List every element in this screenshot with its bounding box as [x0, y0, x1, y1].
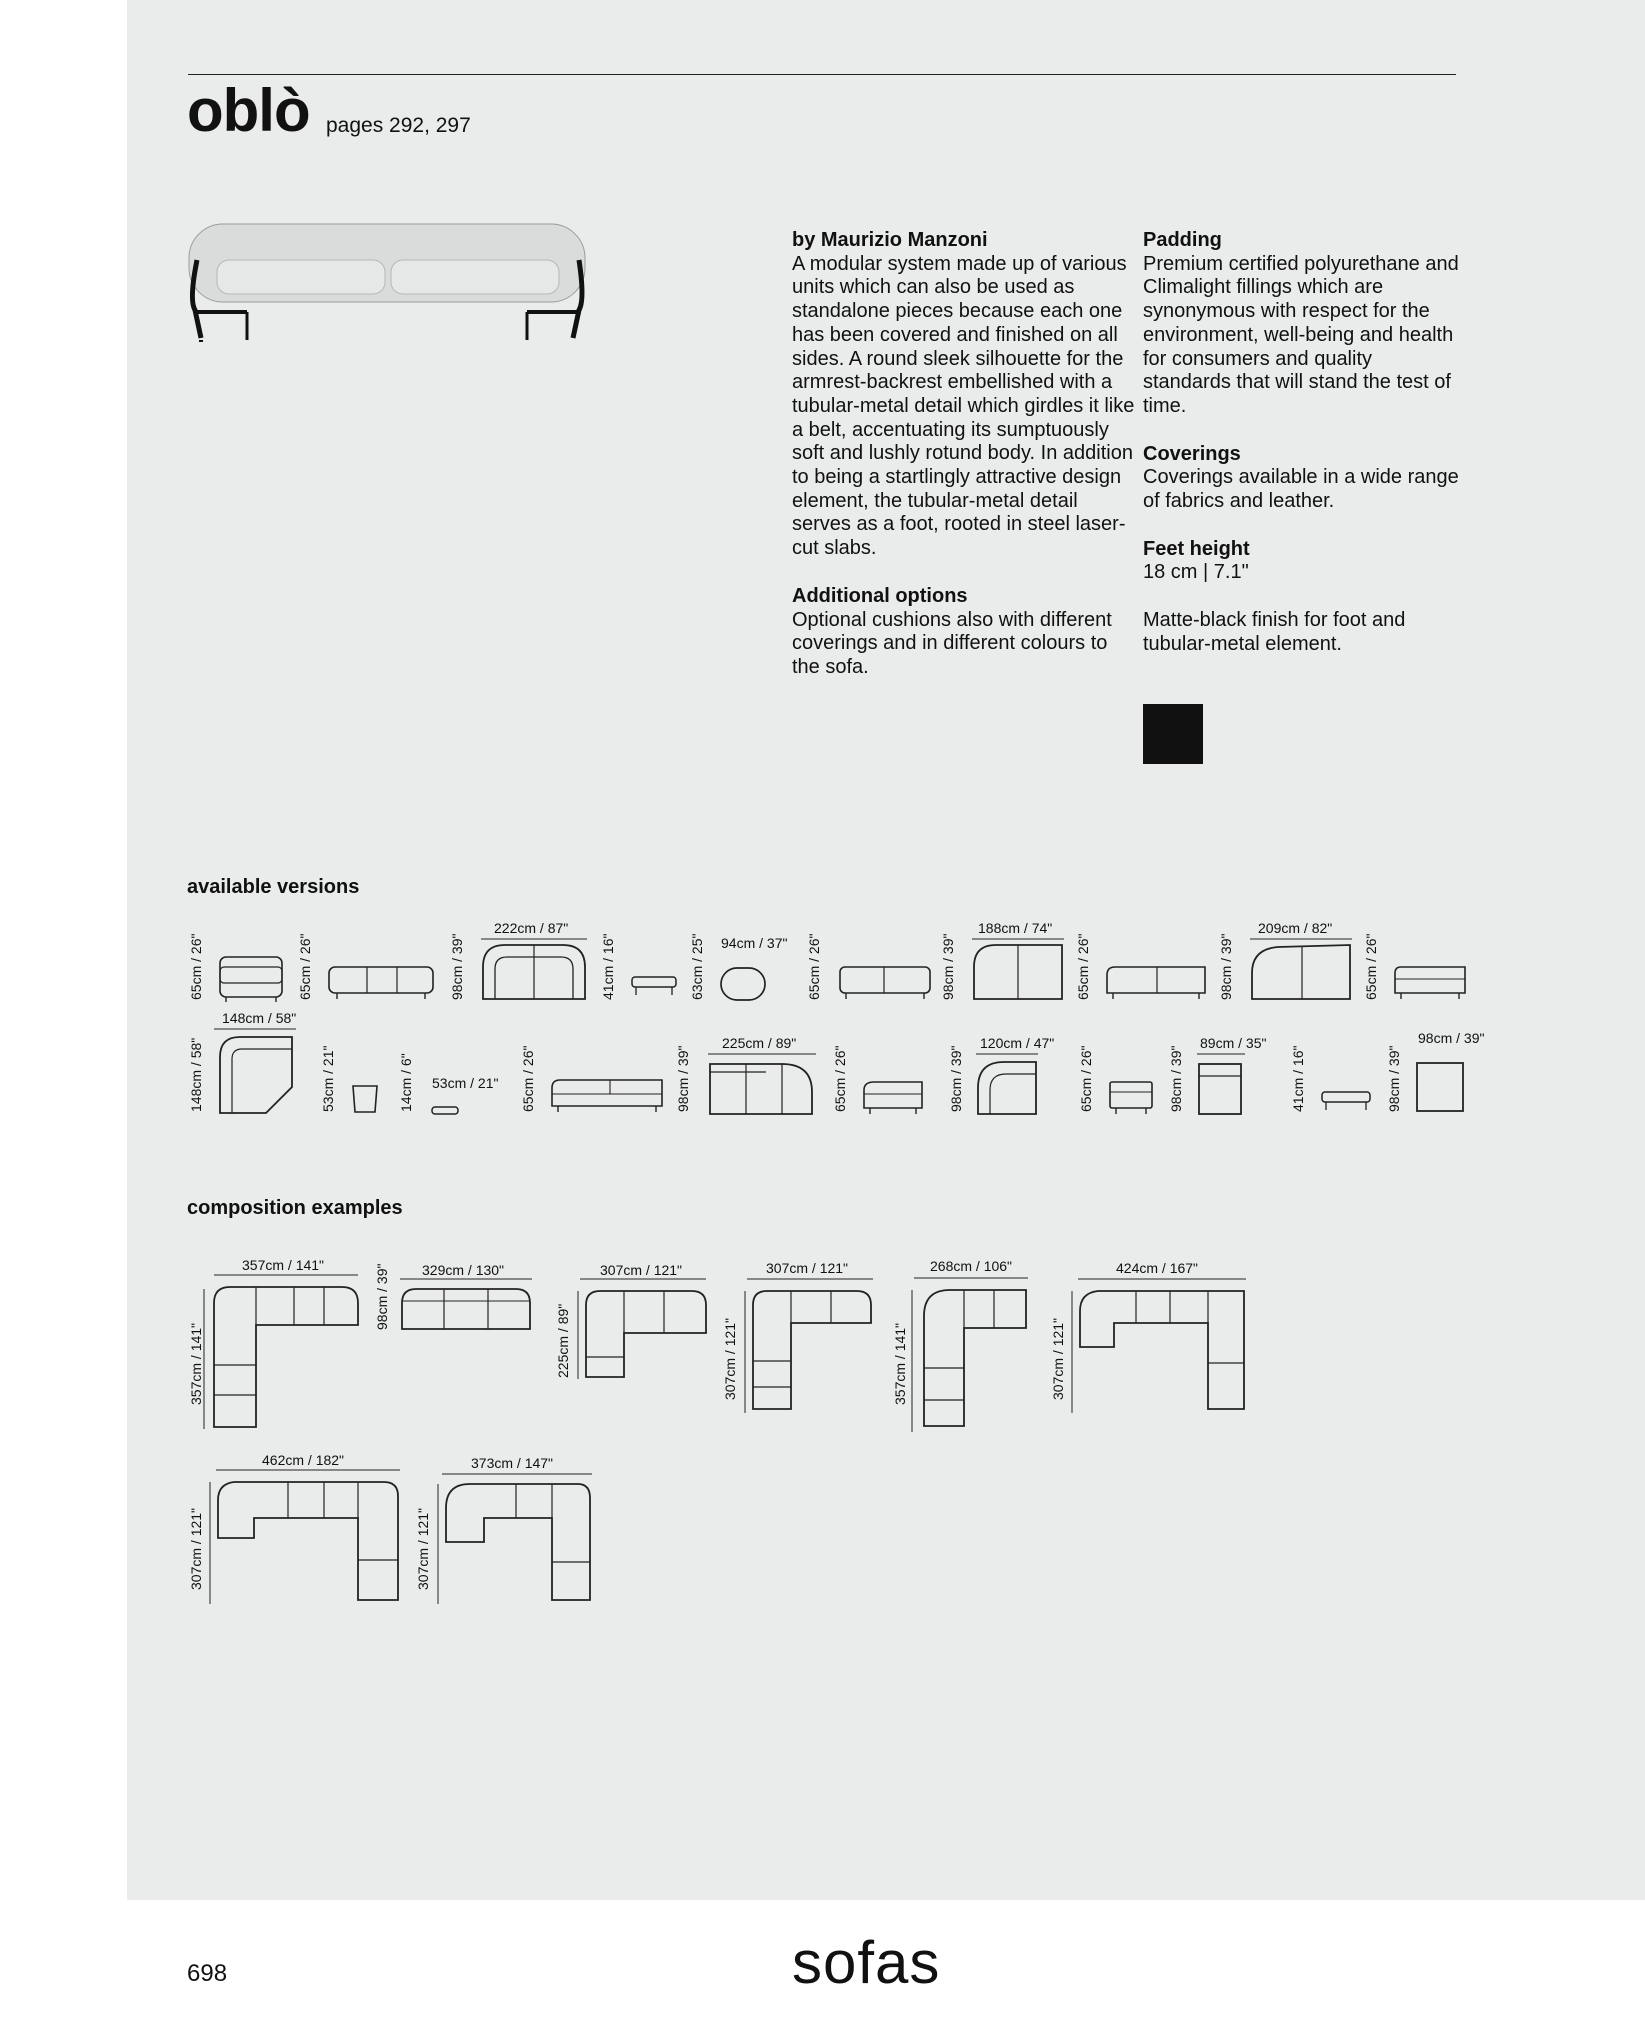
composition-straight-drawing: [398, 1277, 534, 1333]
composition-corner-drawing: [1070, 1277, 1248, 1417]
designer-name: by Maurizio Manzoni: [792, 229, 988, 251]
options-heading: Additional options: [792, 584, 968, 607]
composition-height-dim: 357cm / 141": [188, 1322, 204, 1405]
version-module-drawing: [1105, 965, 1209, 1001]
finish-text: Matte-black finish for foot and tubular-metal element.: [1143, 609, 1406, 655]
version-width-dim: 94cm / 37": [721, 935, 788, 951]
version-height-dim: 65cm / 26": [520, 1045, 536, 1112]
composition-u-drawing: [436, 1472, 596, 1608]
version-module-drawing: [218, 955, 286, 1003]
composition-height-dim: 357cm / 141": [892, 1322, 908, 1405]
version-height-dim: 148cm / 58": [188, 1037, 204, 1112]
ottoman-drawing: [1320, 1090, 1372, 1114]
composition-height-dim: 307cm / 121": [415, 1507, 431, 1590]
version-module-drawing: [862, 1080, 926, 1116]
composition-width-dim: 329cm / 130": [422, 1262, 505, 1278]
version-height-dim: 65cm / 26": [1363, 933, 1379, 1000]
version-height-dim: 98cm / 39": [1168, 1045, 1184, 1112]
version-height-dim: 98cm / 39": [1218, 933, 1234, 1000]
version-module-drawing: [479, 937, 589, 1002]
version-height-dim: 41cm / 16": [600, 933, 616, 1000]
ottoman-drawing: [630, 975, 678, 999]
version-width-dim: 222cm / 87": [494, 920, 569, 936]
available-versions-heading: available versions: [187, 876, 360, 898]
version-height-dim: 98cm / 39": [675, 1045, 691, 1112]
version-height-dim: 65cm / 26": [1078, 1045, 1094, 1112]
description-column: [792, 229, 1137, 704]
round-pouf-drawing: [718, 965, 770, 1003]
version-height-dim: 65cm / 26": [832, 1045, 848, 1112]
version-height-dim: 98cm / 39": [940, 933, 956, 1000]
corner-module-drawing: [212, 1027, 298, 1117]
version-width-dim: 148cm / 58": [222, 1010, 297, 1026]
version-module-drawing: [838, 965, 934, 1001]
page-reference: pages 292, 297: [326, 114, 471, 137]
composition-height-dim: 307cm / 121": [722, 1317, 738, 1400]
sofa-photo: [187, 220, 589, 345]
pouf-square-drawing: [1414, 1060, 1466, 1116]
composition-height-dim: 98cm / 39": [374, 1263, 390, 1330]
version-height-dim: 65cm / 26": [188, 933, 204, 1000]
cushion-side-drawing: [430, 1105, 460, 1117]
version-module-drawing: [706, 1052, 818, 1117]
version-height-dim: 98cm / 39": [449, 933, 465, 1000]
composition-l-drawing: [910, 1276, 1030, 1436]
coverings-heading: Coverings: [1143, 442, 1241, 465]
category-footer: sofas: [792, 1929, 941, 1996]
description-text: A modular system made up of various units which can also be used as standalone pieces because each one has been covered and finished on all sides. A round sleek silhouette for the armrest-backrest embellished with a tubular-metal detail which girdles it like a belt, accentuating its sumptuously soft and lushly rotund body. In addition to being a startlingly attractive design element, the tubular-metal detail serves as a foot, rooted in steel laser-cut slabs.: [792, 252, 1135, 560]
composition-height-dim: 225cm / 89": [555, 1303, 571, 1378]
options-text: Optional cushions also with different coverings and in different colours to the sofa.: [792, 608, 1112, 678]
version-height-dim: 65cm / 26": [1075, 933, 1091, 1000]
version-height-dim: 63cm / 25": [689, 933, 705, 1000]
version-height-dim: 14cm / 6": [398, 1053, 414, 1112]
version-module-drawing: [327, 965, 437, 1001]
composition-width-dim: 373cm / 147": [471, 1455, 554, 1471]
composition-width-dim: 307cm / 121": [600, 1262, 683, 1278]
version-width-dim: 225cm / 89": [722, 1035, 797, 1051]
composition-width-dim: 424cm / 167": [1116, 1260, 1199, 1276]
version-height-dim: 98cm / 39": [948, 1045, 964, 1112]
cushion-drawing: [350, 1083, 380, 1115]
composition-chaise-drawing: [576, 1277, 710, 1383]
padding-heading: Padding: [1143, 229, 1222, 251]
finish-color-swatch: [1143, 704, 1203, 764]
version-width-dim: 188cm / 74": [978, 920, 1053, 936]
composition-width-dim: 357cm / 141": [242, 1257, 325, 1273]
composition-l-drawing: [202, 1273, 362, 1433]
composition-width-dim: 268cm / 106": [930, 1258, 1013, 1274]
specs-column: [1143, 229, 1463, 681]
feet-height-heading: Feet height: [1143, 537, 1250, 560]
version-width-dim: 98cm / 39": [1418, 1030, 1485, 1046]
composition-u-drawing: [208, 1468, 404, 1608]
feet-height-value: 18 cm | 7.1": [1143, 561, 1249, 584]
header-rule: [188, 74, 1456, 75]
page-number: 698: [187, 1960, 228, 1987]
version-height-dim: 98cm / 39": [1386, 1045, 1402, 1112]
composition-width-dim: 462cm / 182": [262, 1452, 345, 1468]
version-width-dim: 89cm / 35": [1200, 1035, 1267, 1051]
version-module-drawing: [1393, 965, 1469, 1001]
composition-width-dim: 307cm / 121": [766, 1260, 849, 1276]
version-height-dim: 65cm / 26": [806, 933, 822, 1000]
composition-l-drawing: [743, 1277, 875, 1417]
version-width-dim: 209cm / 82": [1258, 920, 1333, 936]
version-module-drawing: [1108, 1080, 1156, 1116]
version-width-dim: 53cm / 21": [432, 1075, 499, 1091]
version-height-dim: 65cm / 26": [297, 933, 313, 1000]
version-height-dim: 41cm / 16": [1290, 1045, 1306, 1112]
padding-text: Premium certified polyurethane and Climalight fillings which are synonymous with respect for the environment, well-being and health for consumers and quality standards that will stand the test of time.: [1143, 252, 1459, 417]
coverings-text: Coverings available in a wide range of fabrics and leather.: [1143, 466, 1459, 513]
version-module-drawing: [1248, 937, 1354, 1002]
composition-height-dim: 307cm / 121": [1050, 1317, 1066, 1400]
composition-height-dim: 307cm / 121": [188, 1507, 204, 1590]
version-module-drawing: [970, 937, 1066, 1002]
version-module-drawing: [1195, 1052, 1247, 1117]
version-height-dim: 53cm / 21": [320, 1045, 336, 1112]
version-module-drawing: [550, 1078, 666, 1114]
version-width-dim: 120cm / 47": [980, 1035, 1055, 1051]
composition-examples-heading: composition examples: [187, 1197, 403, 1219]
version-module-drawing: [974, 1052, 1040, 1117]
product-title: oblò: [187, 77, 310, 144]
